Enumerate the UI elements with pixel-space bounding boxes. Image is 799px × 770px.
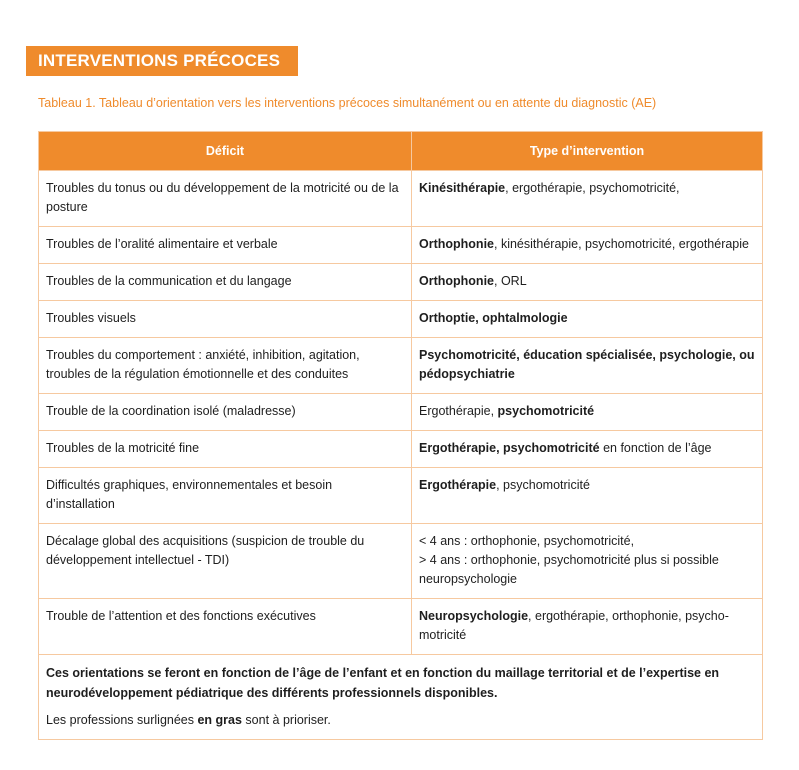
intervention-cell: Orthoptie, ophtalmologie <box>412 301 763 338</box>
intervention-cell: Ergothérapie, psychomotricité en fonction de l’âge <box>412 431 763 468</box>
deficit-cell: Décalage global des acquisitions (suspicion de trouble du développement intellectuel - TDI) <box>39 524 412 599</box>
table-row <box>39 227 763 264</box>
intervention-cell: Kinésithérapie, ergothérapie, psychomotricité, <box>412 171 763 227</box>
table-row <box>39 394 763 431</box>
table-caption: Tableau 1. Tableau d’orientation vers les interventions précoces simultanément ou en attente du diagnostic (AE) <box>38 96 657 110</box>
table-note <box>39 655 763 740</box>
table-row <box>39 338 763 394</box>
note-bold-text: Ces orientations se feront en fonction de l’âge de l’enfant et en fonction du maillage territorial et de l’expertise en neurodéveloppement pédiatrique des différents professionnels disponibles. <box>46 666 720 700</box>
table-row <box>39 468 763 524</box>
intervention-cell: Neuropsychologie, ergothérapie, orthophonie, psycho-motricité <box>412 599 763 655</box>
deficit-cell: Troubles visuels <box>39 301 412 338</box>
deficit-cell: Troubles de la communication et du langage <box>39 264 412 301</box>
table-row <box>39 524 763 599</box>
orientation-table <box>38 131 763 740</box>
note-priority-text: Les professions surlignées en gras sont à prioriser. <box>46 713 331 727</box>
intervention-cell: < 4 ans : orthophonie, psychomotricité, > 4 ans : orthophonie, psychomotricité plus si possible neuropsychologie <box>412 524 763 599</box>
table-row <box>39 599 763 655</box>
intervention-cell: Orthophonie, kinésithérapie, psychomotricité, ergothérapie <box>412 227 763 264</box>
intervention-cell: Psychomotricité, éducation spécialisée, psychologie, ou pédopsychiatrie <box>412 338 763 394</box>
section-title: INTERVENTIONS PRÉCOCES <box>26 46 298 76</box>
header-intervention: Type d’intervention <box>412 132 763 171</box>
deficit-cell: Trouble de l’attention et des fonctions exécutives <box>39 599 412 655</box>
deficit-cell: Troubles de la motricité fine <box>39 431 412 468</box>
intervention-cell: Ergothérapie, psychomotricité <box>412 468 763 524</box>
header-deficit: Déficit <box>39 132 412 171</box>
intervention-cell: Orthophonie, ORL <box>412 264 763 301</box>
table-row <box>39 301 763 338</box>
table-row <box>39 431 763 468</box>
deficit-cell: Troubles de l’oralité alimentaire et verbale <box>39 227 412 264</box>
deficit-cell: Trouble de la coordination isolé (maladresse) <box>39 394 412 431</box>
table-row <box>39 171 763 227</box>
deficit-cell: Troubles du comportement : anxiété, inhibition, agitation, troubles de la régulation émotionnelle et des conduites <box>39 338 412 394</box>
table-row <box>39 264 763 301</box>
intervention-cell: Ergothérapie, psychomotricité <box>412 394 763 431</box>
deficit-cell: Difficultés graphiques, environnementales et besoin d’installation <box>39 468 412 524</box>
table-note-row <box>39 655 763 740</box>
deficit-cell: Troubles du tonus ou du développement de la motricité ou de la posture <box>39 171 412 227</box>
table-header-row <box>39 132 763 171</box>
